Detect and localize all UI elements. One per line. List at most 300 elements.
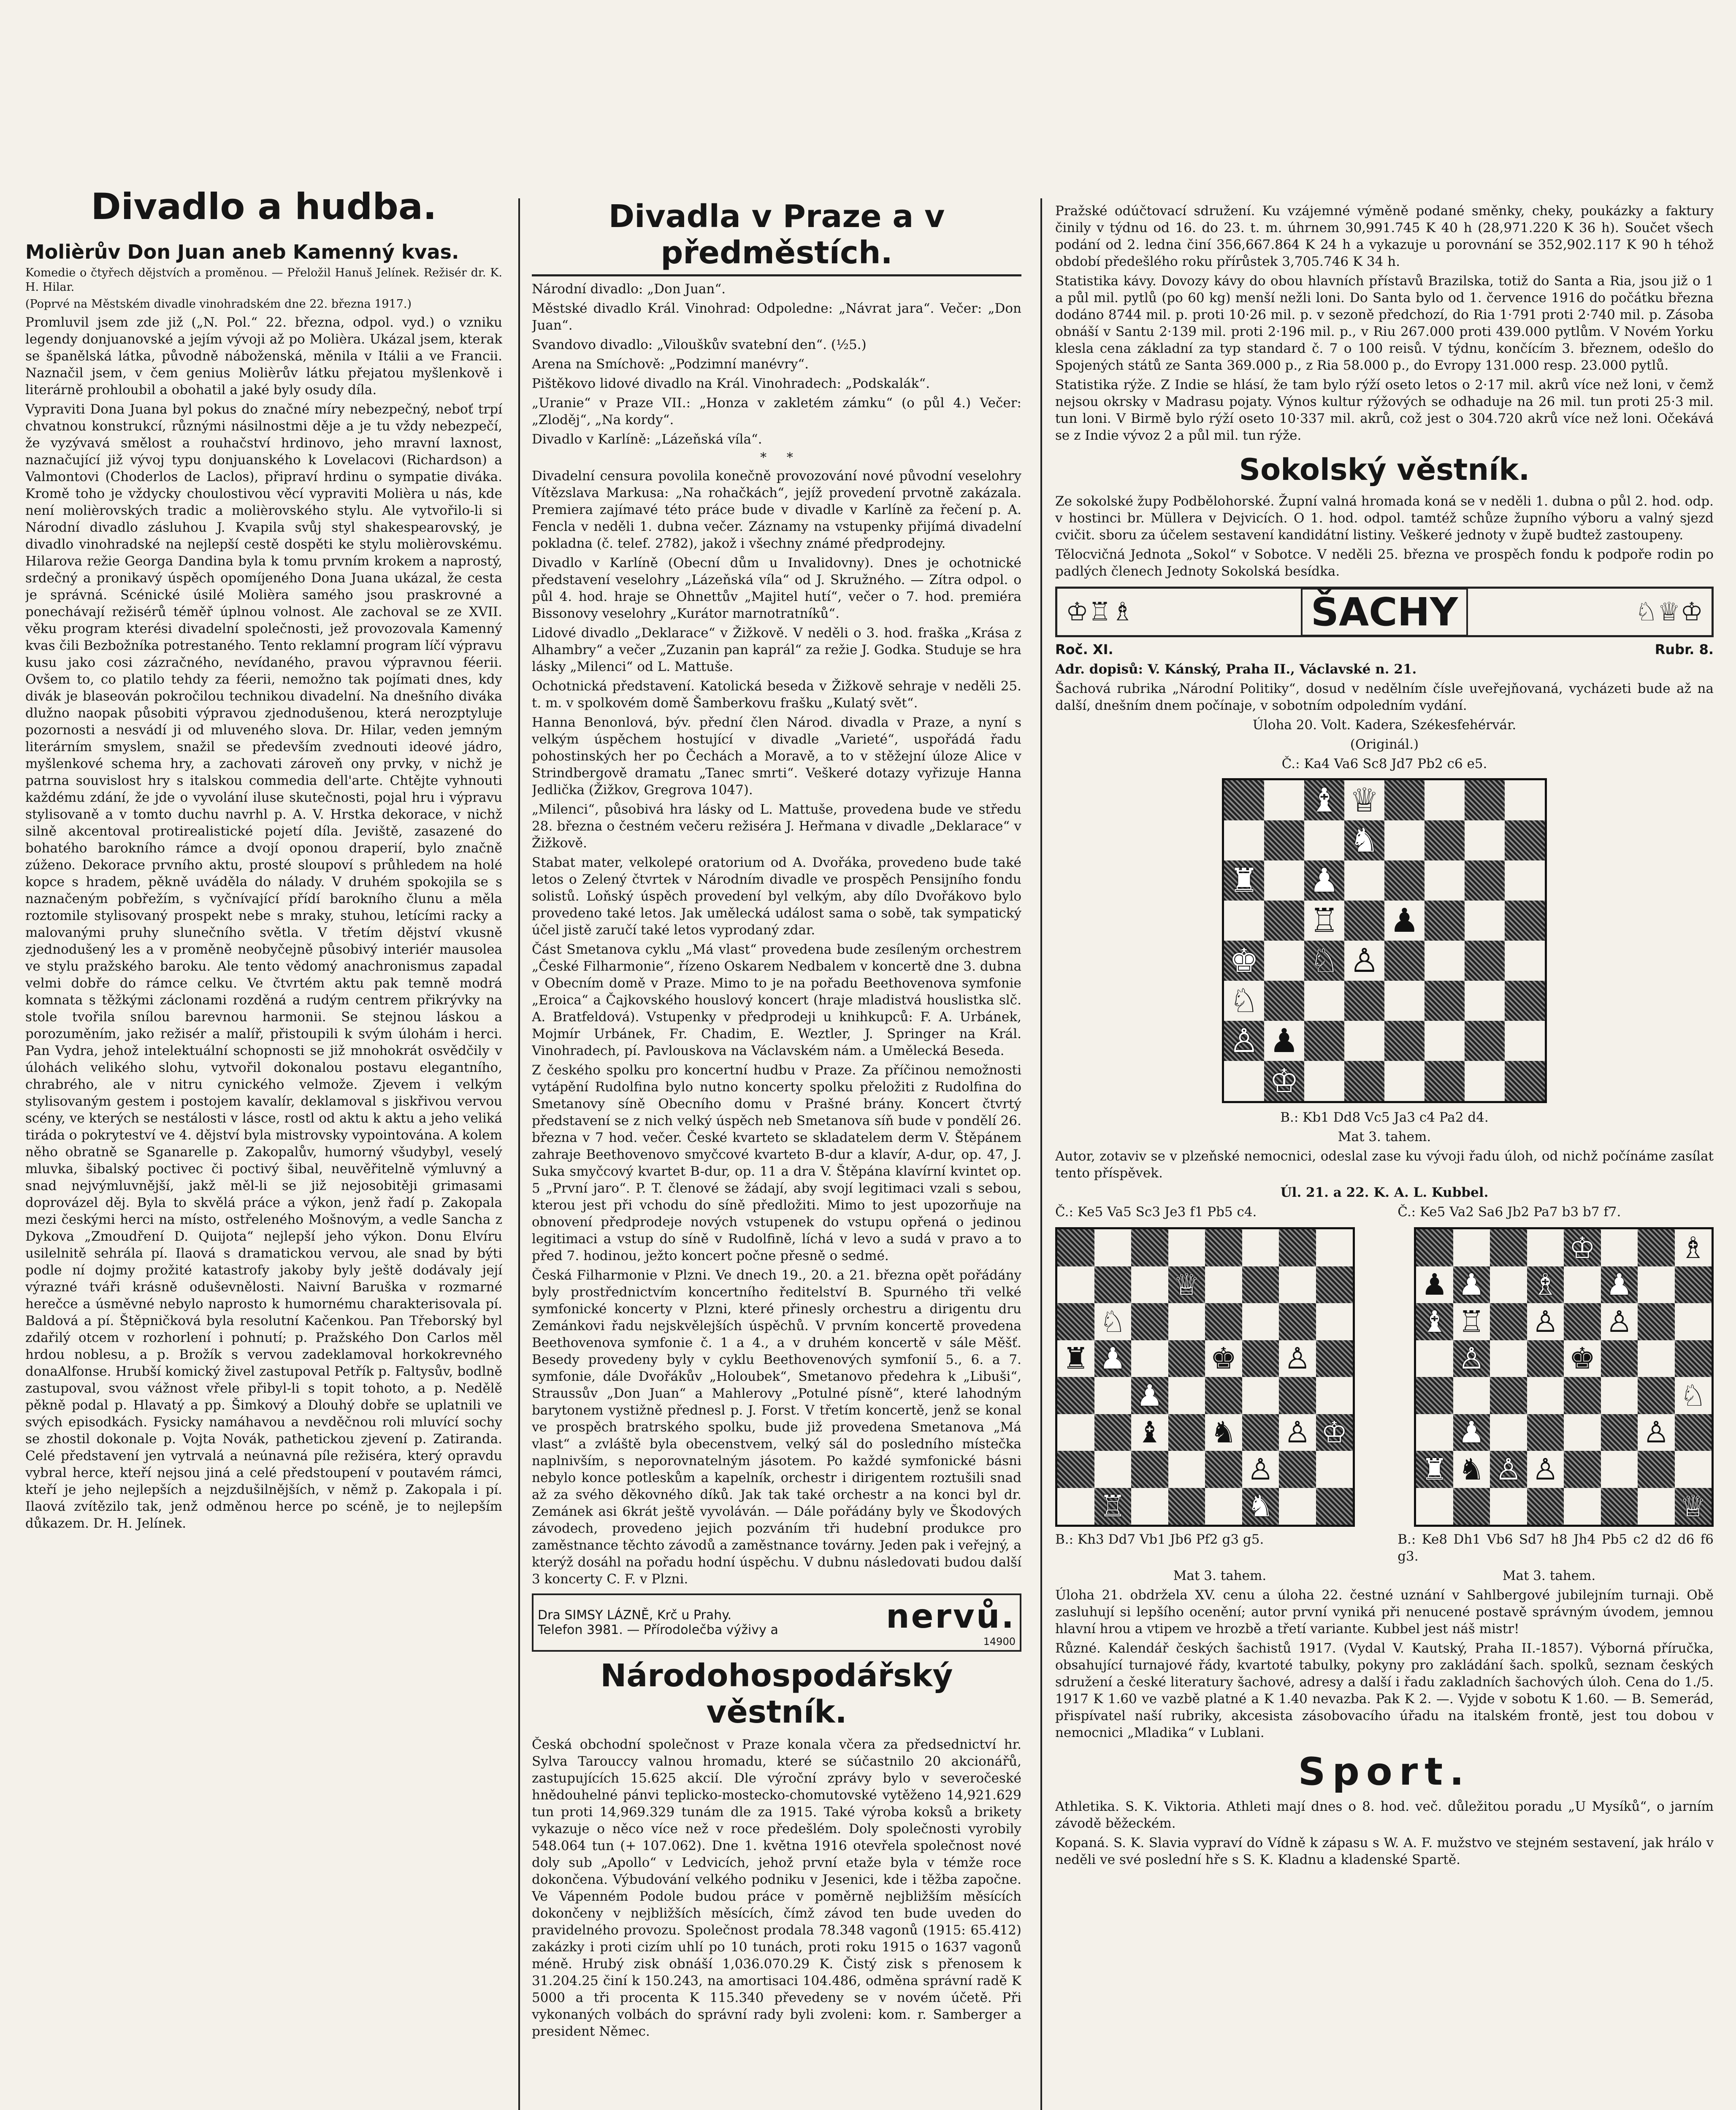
separator-stars: * *: [760, 450, 793, 465]
board-square: [1465, 941, 1505, 981]
board-square: [1675, 1414, 1712, 1451]
board-square: [1316, 1414, 1353, 1451]
board-square: [1264, 1061, 1304, 1101]
board-square: [1264, 981, 1304, 1021]
board-square: [1384, 1061, 1425, 1101]
board-square: [1416, 1303, 1453, 1340]
chess-piece-icon: ♜: [1229, 861, 1259, 900]
board-square: [1465, 780, 1505, 820]
board-square: [1505, 941, 1545, 981]
board-square: [1168, 1377, 1205, 1414]
board-square: [1242, 1266, 1279, 1304]
board-square: [1242, 1303, 1279, 1340]
ad-big-word: nervů.: [886, 1598, 1016, 1636]
paragraph: Část Smetanova cyklu „Má vlast“ provedena bude zesíleným orchestrem „České Filharmonie“, řízeno Oskarem Nedbalem v koncertě dne 3. dubna v Obecním domě v Praze. Mimo to je na pořadu Beethovenova symfonie „Eroica“ a Čajkovského houslový koncert (hraje mladistvá houslistka slč. A. Bratfeldová). Vstupenky v předprodeji u knihkupců: F. A. Urbánek, Mojmír Urbánek, Fr. Chadim, E. Weztler, J. Springer na Král. Vinohradech, pí. Pavlouskova na Václavském nám. a Umělecká Beseda.: [532, 942, 1021, 1058]
board-square: [1675, 1229, 1712, 1266]
board-square: [1527, 1414, 1564, 1451]
chess-piece-icon: ♜: [1062, 1341, 1089, 1376]
board-square: [1601, 1488, 1638, 1525]
board-square: [1242, 1340, 1279, 1377]
board-square: [1205, 1340, 1242, 1377]
board-square: [1505, 1021, 1545, 1061]
board-square: [1638, 1229, 1675, 1266]
board-square: [1094, 1377, 1132, 1414]
board-square: [1384, 820, 1425, 860]
problems-black-row: [1055, 1204, 1714, 1223]
column-economy-chess-sport: [1055, 203, 1714, 2110]
board-square: [1675, 1303, 1712, 1340]
paragraph: Promluvil jsem zde již („N. Pol.“ 22. března, odpol. vyd.) o vzniku legendy donjuanovské a jejím vývoji až po Molièra. Ukázal jsem, kterak se španělská látka, původně náboženská, měnila v Itálii a ve Francii. Naznačil jsem, v čem genius Molièrův látku přejatou myšlenkově i literárně prohloubil a obohatil a jaké byly osudy díla.: [25, 315, 502, 398]
paragraph: Česká Filharmonie v Plzni. Ve dnech 19., 20. a 21. března opět pořádány byly prostřednictvím koncertního ředitelství B. Spurného tři velké symfonické koncerty v Plzni, které přinesly orchestru a dirigentu dru Zemánkovi řadu nejskvělejších úspěchů. V prvním koncertě provedena Beethovenova symfonie č. 1 a 4., a v druhém koncertě v sále Měšť. Besedy provedeny byly v cyklu Beethovenových symfonií 5., 6. a 7. symfonie, dále Dvořákův „Holoubek“, Smetanovo předehra k „Libuši“, Straussův „Don Juan“ a Mahlerovy „Potulné písně“, které lahodným barytonem vystižně přednesl p. J. Forst. V třetím koncertě, jenž se konal ve prospěch bratrského spolku, bude již provedena Smetanova „Má vlast“ a zvláště byla obecenstvem, velký sál do posledního místečka naplnivším, s neporovnatelným jásotem. Po každé symfonické básni nebylo konce potleskům a kapelník, orchestr i dirigentem roztušili snad až za svého děkovného díků. Jak tak také orchestr a na konci byl dr. Zemánek asi 6krát ještě vyvoláván. — Dále pořádány byly ve Škodových závodech, provedeno jejich pozváním tři hudební produkce pro zaměstnance těchto závodů a zaměstnance továrny. Jeden pak i veřejný, a kterýž dosáhl na pořadu hodní úspěchu. V dubnu následovati budou další 3 koncerty C. F. v Plzni.: [532, 1268, 1021, 1587]
board-square: [1344, 941, 1384, 981]
board-square: [1264, 860, 1304, 901]
board-square: [1279, 1229, 1316, 1266]
column-rule: [1040, 198, 1042, 2110]
board-square: [1465, 901, 1505, 941]
board-square: [1505, 1061, 1545, 1101]
theatre-listing: Pištěkovo lidové divadlo na Král. Vinohradech: „Podskalák“.: [532, 376, 930, 391]
board-square: [1242, 1488, 1279, 1525]
board-square: [1316, 1266, 1353, 1304]
chess-piece-icon: ♔: [1321, 1415, 1348, 1450]
board-square: [1131, 1266, 1168, 1304]
chess-piece-icon: ♟: [1136, 1378, 1163, 1413]
board-square: [1675, 1340, 1712, 1377]
board-square: [1490, 1414, 1527, 1451]
board-square: [1601, 1340, 1638, 1377]
board-square: [1205, 1414, 1242, 1451]
chess-piece-icon: ♙: [1606, 1304, 1633, 1339]
chess-piece-icon: ♟: [1606, 1267, 1633, 1302]
problem-title: Úloha 20. Volt. Kadera, Székesfehérvár.: [1252, 717, 1517, 733]
theatre-listing: Svandovo divadlo: „Vilouškův svatební den“. (½5.): [532, 337, 867, 352]
board-square: [1224, 820, 1264, 860]
board-square: [1168, 1229, 1205, 1266]
paragraph: Divadelní censura povolila konečně provozování nové původní veselohry Vítězslava Markusa: „Na rohačkách“, jejíž provedení prvotně zakázala. Premiera zajímavé této práce bude v divadle v Karlíně za řečení p. A. Fencla v neděli 1. dubna večer. Záznamy na vstupenky přijímá divadelní pokladna (č. telef. 2782), jakož i všechny známé předprodejny.: [532, 468, 1021, 551]
two-boards: [1055, 1227, 1714, 1527]
board-square: [1505, 981, 1545, 1021]
board-square: [1638, 1488, 1675, 1525]
paragraph: Lidové divadlo „Deklarace“ v Žižkově. V neděli o 3. hod. fraška „Krása z Alhambry“ a večer „Zuzanin pan kaprál“ za režie J. Godka. Studuje se hra lásky „Milenci“ od L. Mattuše.: [532, 625, 1021, 674]
board-square: [1131, 1414, 1168, 1451]
board-square: [1304, 1021, 1344, 1061]
chess-piece-icon: ♗: [1532, 1267, 1559, 1302]
board-square: [1384, 901, 1425, 941]
board-square: [1094, 1488, 1132, 1525]
board-square: [1527, 1488, 1564, 1525]
board-square: [1416, 1266, 1453, 1304]
board-square: [1242, 1229, 1279, 1266]
board-square: [1304, 820, 1344, 860]
paragraph: Pražské odúčtovací sdružení. Ku vzájemné výměně podané směnky, cheky, poukázky a faktury činily v týdnu od 16. do 23. t. m. úhrnem 30,991.745 K 40 h (28,971.220 K 36 h). Součet všech podání od 2. ledna činí 356,667.864 K 24 h a vykazuje u porovnání se 352,902.117 K 90 h téhož období předešlého roku přírůstek 3,705.746 K 34 h.: [1055, 203, 1714, 269]
board-square: [1564, 1414, 1601, 1451]
board-square: [1316, 1303, 1353, 1340]
board-square: [1505, 780, 1545, 820]
board-square: [1344, 901, 1384, 941]
problem-black-pieces: Č.: Ke5 Va2 Sa6 Jb2 Pa7 b3 b7 f7.: [1397, 1204, 1621, 1220]
board-square: [1601, 1229, 1638, 1266]
board-square: [1453, 1303, 1490, 1340]
paragraph: Statistika rýže. Z Indie se hlásí, že tam bylo rýží oseto letos o 2·17 mil. akrů více než loni, v čemž nejsou okrsky v Madrasu pojaty. Výnos kultur rýžových se odhaduje na 26 mil. tun proti 25·3 mil. tun loni. V Birmě bylo rýží oseto 10·337 mil. akrů, což jest o 304.720 akrů více než loni. Očekává se z Indie vývoz 2 a půl mil. tun rýže.: [1055, 377, 1714, 443]
board-square: [1304, 981, 1344, 1021]
chess-piece-icon: ♚: [1210, 1341, 1237, 1376]
board-square: [1205, 1488, 1242, 1525]
board-square: [1527, 1451, 1564, 1488]
theatre-listing: Městské divadlo Král. Vinohrad: Odpoledne: „Návrat jara“. Večer: „Don Juan“.: [532, 301, 1021, 333]
chess-piece-icon: ♔: [1569, 1230, 1596, 1265]
board-square: [1264, 1021, 1304, 1061]
ad-code: 14900: [983, 1636, 1016, 1647]
board-square: [1316, 1377, 1353, 1414]
article-title: Molièrův Don Juan aneb Kamenný kvas.: [25, 241, 459, 263]
newspaper-page: [25, 17, 1718, 2110]
board-square: [1224, 860, 1264, 901]
board-square: [1564, 1377, 1601, 1414]
board-square: [1057, 1303, 1094, 1340]
board-square: [1490, 1340, 1527, 1377]
board-square: [1638, 1266, 1675, 1304]
board-square: [1527, 1377, 1564, 1414]
board-square: [1527, 1303, 1564, 1340]
board-square: [1264, 780, 1304, 820]
theatre-listing: Arena na Smíchově: „Podzimní manévry“.: [532, 357, 809, 372]
board-square: [1384, 941, 1425, 981]
theatre-listing: Divadlo v Karlíně: „Lázeňská víla“.: [532, 432, 762, 447]
problem-stipulation: Mat 3. tahem.: [1502, 1568, 1596, 1583]
paragraph: Česká obchodní společnost v Praze konala včera za předsednictví hr. Sylva Tarouccy valnou hromadu, které se súčastnilo 20 akcionářů, zastupujících 15.625 akcií. Dle výroční zprávy bylo v severočeské hnědouhelné pánvi teplicko-mostecko-chomutovské vytěženo 14,921.629 tun proti 14,969.329 tunám dle za 1915. Také výroba koksů a brikety vykazuje o něco více než v roce předešlém. Doly společnosti vyrobily 548.064 tun (+ 107.062). Dne 1. května 1916 otevřela společnost nové doly sub „Apollo“ v Ledvicích, jehož první etaže byla v témže roce dokončena. Výbudování velkého podniku v Jesenici, kde i těžba započne. Ve Vápenném Podole budou práce v poměrně nejbližším měsících dokončeny v nejbližších měsících, čímž závod ten bude uveden do pravidelného provozu. Společnost prodala 78.348 vagonů (1915: 65.412) zakázky i proti cizím uhlí po 10 tunách, proti roku 1915 o 1637 vagonů méně. Hrubý zisk obnáší 1,036.070.29 K. Čistý zisk s přenosem k 31.204.25 činí k 150.243, na amortisaci 104.486, odměna správní radě K 5000 a tři procenta K 115.340 převedeny se v novém účetě. Při vykonaných volbách do správní rady byli zvoleni: kom. r. Samberger a president Němec.: [532, 1737, 1021, 2039]
chess-piece-icon: ♖: [1309, 901, 1339, 940]
chess-board-problem-21: [1055, 1227, 1355, 1527]
board-square: [1279, 1266, 1316, 1304]
board-square: [1638, 1377, 1675, 1414]
board-square: [1425, 780, 1465, 820]
problem-title: Úl. 21. a 22. K. A. L. Kubbel.: [1280, 1185, 1489, 1200]
board-square: [1304, 901, 1344, 941]
board-square: [1675, 1451, 1712, 1488]
chess-piece-icon: ♖: [1099, 1489, 1126, 1524]
board-square: [1384, 981, 1425, 1021]
chess-piece-icon: ♙: [1532, 1304, 1559, 1339]
paragraph: Stabat mater, velkolepé oratorium od A. Dvořáka, provedeno bude také letos o Zelený čtvrtek v Národním divadle ve prospěch Pensijního fondu solistů. Loňský úspěch provedení byl velkým, aby dílo Dvořákovo bylo provedeno také letos. Jak umělecká událost sama o sobě, tak sympatický účel jistě zaručí také letos vyprodaný zdar.: [532, 855, 1021, 938]
board-square: [1057, 1451, 1094, 1488]
chess-piece-icon: ♘: [1679, 1378, 1706, 1413]
paragraph: Různé. Kalendář českých šachistů 1917. (Vydal V. Kautský, Praha II.-1857). Výborná příručka, obsahující turnajové řády, kvartoté tabulky, pokyny pro zakládání šach. spolků, seznam českých sdružení a české literatury šachové, adresy a další i řadu zakladních šachových úloh. Cena do 1./5. 1917 K 1.60 ve vazbě platné a K 1.40 nevazba. Pak K 2. —. Vyjde v sobotu K 1.60. — B. Semerád, přispívatel naší rubriky, akcesista zásobovacího úřadu na italském frontě, jest tou dobou v nemocnici „Mladika“ v Lublani.: [1055, 1641, 1714, 1740]
chess-piece-icon: ♙: [1247, 1452, 1274, 1487]
problem-white-pieces: B.: Ke8 Dh1 Vb6 Sd7 h8 Jh4 Pb5 c2 d2 d6 f6 g3.: [1397, 1532, 1714, 1564]
board-square: [1490, 1451, 1527, 1488]
board-square: [1416, 1377, 1453, 1414]
chess-piece-icon: ♞: [1210, 1415, 1237, 1450]
section-heading: Sokolský věstník.: [1239, 452, 1530, 487]
board-square: [1675, 1488, 1712, 1525]
board-square: [1453, 1266, 1490, 1304]
article-subtitle: Komedie o čtyřech dějstvích a proměnou. — Přeložil Hanuš Jelínek. Režisér dr. K. H. Hilar.: [25, 266, 502, 294]
column-theatres-prague: [532, 198, 1021, 2110]
board-square: [1384, 860, 1425, 901]
board-square: [1168, 1414, 1205, 1451]
board-square: [1242, 1451, 1279, 1488]
paragraph: Z českého spolku pro koncertní hudbu v Praze. Za příčinou nemožnosti vytápění Rudolfina bylo nutno koncerty spolku přeložiti z Rudolfina do Smetanovy síně Obecního domu v Prašné brány. Koncert čtvrtý představení se z nich velký úspěch neb Smetanova síň bude v pondělí 26. března v 7 hod. večer. České kvarteto se skladatelem derm V. Štěpánem zahraje Beethovenovo smyčcové kvarteto B-dur a klavír, A-dur, op. 47, J. Suka smyčcový kvartet B-dur, op. 11 a dra V. Štěpána klavírní kvintet op. 5 „První jaro“. P. T. členové se žádají, aby svojí legitimaci vzali s sebou, kterou jest při vchodu do síně předložiti. Mimo to jest upozorňuje na obnovení předprodeje nových vstupenek do vstupu opřená o jedinou legitimaci a vstup do síně v Rudolfině, líchá v levo a sudá v pravo a to před 7. hodinou, ježto koncert počne přesně o sedmé.: [532, 1063, 1021, 1263]
board-square: [1601, 1266, 1638, 1304]
board-square: [1057, 1377, 1094, 1414]
chess-piece-icon: ♟: [1269, 1022, 1299, 1060]
board-square: [1279, 1451, 1316, 1488]
board-square: [1675, 1266, 1712, 1304]
board-square: [1168, 1451, 1205, 1488]
board-square: [1601, 1451, 1638, 1488]
board-square: [1205, 1303, 1242, 1340]
problem-black-pieces: Č.: Ka4 Va6 Sc8 Jd7 Pb2 c6 e5.: [1281, 756, 1487, 771]
board-square: [1490, 1377, 1527, 1414]
board-square: [1242, 1377, 1279, 1414]
chess-piece-icon: ♚: [1229, 941, 1259, 980]
board-square: [1453, 1488, 1490, 1525]
board-square: [1505, 901, 1545, 941]
problem-subtitle: (Originál.): [1350, 737, 1419, 752]
chess-piece-icon: ♕: [1679, 1489, 1706, 1524]
board-square: [1131, 1229, 1168, 1266]
chess-piece-icon: ♗: [1679, 1230, 1706, 1265]
chess-piece-icon: ♙: [1643, 1415, 1670, 1450]
board-square: [1344, 860, 1384, 901]
board-square: [1168, 1488, 1205, 1525]
chess-piece-icon: ♙: [1349, 941, 1379, 980]
board-square: [1094, 1451, 1132, 1488]
board-square: [1416, 1451, 1453, 1488]
board-square: [1279, 1414, 1316, 1451]
board-square: [1168, 1266, 1205, 1304]
board-square: [1304, 941, 1344, 981]
board-square: [1131, 1488, 1168, 1525]
board-square: [1131, 1451, 1168, 1488]
board-square: [1453, 1377, 1490, 1414]
board-square: [1205, 1377, 1242, 1414]
column-rule: [518, 198, 520, 2110]
problem-black-pieces: Č.: Ke5 Va5 Sc3 Je3 f1 Pb5 c4.: [1055, 1204, 1257, 1220]
paragraph: Divadlo v Karlíně (Obecní dům u Invalidovny). Dnes je ochotnické představení veselohry „Lázeňská víla“ od J. Skružného. — Zítra odpol. o půl 4. hod. hraje se Ohnettův „Majitel hutí“, večer o 7. hod. premiéra Bissonovy veselohry „Kurátor marnotratníků“.: [532, 555, 1021, 621]
paragraph: Úloha 21. obdržela XV. cenu a úloha 22. čestné uznání v Sahlbergové jubilejním turnaji. Obě zasluhují si lepšího ocenění; autor první vyniká při nenucené postavě správným úvodem, jemnou hlavní hrou a vtipem ve hrozbě a třetí variante. Kubbel jest náš mistr!: [1055, 1588, 1714, 1637]
board-square: [1094, 1266, 1132, 1304]
section-heading: Sport.: [1298, 1750, 1471, 1794]
board-square: [1224, 1021, 1264, 1061]
paragraph: Ze sokolské župy Podbělohorské. Župní valná hromada koná se v neděli 1. dubna o půl 2. hod. odp. v hostinci br. Müllera v Dejvicích. O 1. hod. odpol. tamtéž schůze župního výboru a valný sjezd cvičit. sboru za účelem sestavení kandidátní listiny. Veškeré jednoty v župě budtež zastoupeny.: [1055, 494, 1714, 543]
board-square: [1131, 1340, 1168, 1377]
board-square: [1224, 981, 1264, 1021]
paragraph: Ochotnická představení. Katolická beseda v Žižkově sehraje v neděli 25. t. m. v spolkovém domě Šamberkovu frašku „Kulatý svět“.: [532, 679, 1021, 711]
board-square: [1224, 1061, 1264, 1101]
board-square: [1564, 1488, 1601, 1525]
chess-intro: Šachová rubrika „Národní Politiky“, dosud v nedělním čísle uveřejňovaná, vycházeti bude až na další, dnešním dnem počínaje, v sobotním odpoledním vydání.: [1055, 681, 1714, 713]
chess-piece-icon: ♕: [1349, 781, 1379, 820]
board-square: [1279, 1377, 1316, 1414]
board-square: [1527, 1266, 1564, 1304]
chess-volume-row: [1055, 641, 1714, 657]
problem-note: Autor, zotaviv se v plzeňské nemocnici, odeslal zase ku vývoji řadu úloh, od nichž počínáme zasílat tento příspěvek.: [1055, 1149, 1714, 1181]
chess-piece-icon: ♙: [1458, 1341, 1485, 1376]
advertisement-spa: [532, 1593, 1021, 1652]
board-square: [1057, 1414, 1094, 1451]
board-square: [1279, 1303, 1316, 1340]
problem-stipulation: Mat 3. tahem.: [1173, 1568, 1267, 1583]
chess-piece-icon: ♝: [1309, 781, 1339, 820]
board-square: [1131, 1377, 1168, 1414]
chess-pieces-icon: ♘♕♔: [1635, 597, 1703, 627]
board-square: [1264, 820, 1304, 860]
board-square: [1057, 1488, 1094, 1525]
chess-piece-icon: ♟: [1421, 1267, 1448, 1302]
board-square: [1490, 1488, 1527, 1525]
theatre-listing: „Uranie“ v Praze VII.: „Honza v zakletém zámku“ (o půl 4.) Večer: „Zloděj“, „Na kordy“.: [532, 395, 1021, 427]
board-square: [1638, 1451, 1675, 1488]
board-square: [1505, 820, 1545, 860]
board-square: [1384, 780, 1425, 820]
board-square: [1304, 1061, 1344, 1101]
board-square: [1425, 1021, 1465, 1061]
chess-piece-icon: ♞: [1349, 821, 1379, 860]
board-square: [1490, 1229, 1527, 1266]
board-square: [1416, 1488, 1453, 1525]
chess-piece-icon: ♘: [1309, 941, 1339, 980]
chess-banner: [1055, 587, 1714, 637]
chess-piece-icon: ♙: [1532, 1452, 1559, 1487]
board-square: [1465, 860, 1505, 901]
board-square: [1453, 1229, 1490, 1266]
board-square: [1564, 1266, 1601, 1304]
chess-piece-icon: ♟: [1099, 1341, 1126, 1376]
chess-piece-icon: ♘: [1099, 1304, 1126, 1339]
board-square: [1425, 820, 1465, 860]
chess-piece-icon: ♝: [1136, 1415, 1163, 1450]
paragraph: Statistika kávy. Dovozy kávy do obou hlavních přístavů Brazilska, totiž do Santa a Ria, jsou již o 1 a půl mil. pytlů (po 60 kg) menší nežli loni. Do Santa bylo od 1. července 1916 do počátku března dodáno 8744 mil. p. proti 10·26 mil. p. v sezoně předchozí, do Ria 1·791 proti 2·740 mil. p. Zásoba obnáší v Santu 2·139 mil. proti 2·196 mil. p., v Riu 267.000 proti 439.000 pytlům. V Novém Yorku klesla cena základní za typ standard č. 7 o 100 reisů. V týdnu, končícím 3. březnem, odešlo do Spojených států ze Santa 369.000 p., z Ria 58.000 p., do Evropy 131.000 resp. 23.000 pytlů.: [1055, 273, 1714, 373]
board-square: [1527, 1340, 1564, 1377]
board-square: [1425, 1061, 1465, 1101]
chess-board-problem-22: [1414, 1227, 1714, 1527]
board-square: [1057, 1229, 1094, 1266]
board-square: [1205, 1451, 1242, 1488]
board-square: [1675, 1377, 1712, 1414]
board-square: [1601, 1414, 1638, 1451]
chess-piece-icon: ♟: [1458, 1267, 1485, 1302]
board-square: [1425, 941, 1465, 981]
chess-piece-icon: ♘: [1229, 982, 1259, 1020]
board-square: [1094, 1303, 1132, 1340]
chess-piece-icon: ♙: [1229, 1022, 1259, 1060]
board-square: [1425, 860, 1465, 901]
chess-year: Roč. XI.: [1055, 641, 1113, 657]
chess-piece-icon: ♚: [1569, 1341, 1596, 1376]
board-square: [1057, 1266, 1094, 1304]
chess-piece-icon: ♔: [1269, 1062, 1299, 1100]
board-square: [1344, 780, 1384, 820]
paragraph: Vypraviti Dona Juana byl pokus do značné míry nebezpečný, neboť trpí chvatnou konstrukcí, různými násilnostmi děje a je tu vždy nebezpečí, že vyzývavá smělost a rouhačství hrdinovo, jeho mravní laxnost, naznačující již vývoj typu donjuanského k Lovelacovi (Richardson) a Valmontovi (Choderlos de Laclos), připraví hrdinu o sympatie diváka. Kromě toho je vždycky choulostivou věcí vypraviti Molièra u nás, kde není molièrovských tradic a molièrovského stylu. Ale vytvořilo-li si Národní divadlo zásluhou J. Kvapila svůj styl shakespearovský, je divadlo vinohradské na nejlepší cestě dospěti ke stylu molièrovskému. Hilarova režie Georga Dandina byla k tomu prvním krokem a naprostý, srdečný a pronikavý úspěch opomíjeného Dona Juana ukázal, že cesta je správná. Scénické úsilé Molièra samého jsou praskrovné a ponechávají režisérů téměř úplnou volnost. Ale zachoval se ze XVII. věku program kterési divadelní společnosti, jež provozovala Kamenný kvas čili Bezbožníka potrestaného. Tento reklamní program líčí výpravu kusu jako cosi zázračného, nevídaného, pravou výpravnou féerii. Ovšem to, co platilo tehdy za féerii, nemožno tak pojímati dnes, kdy divák je blaseován pokročilou technikou divadelní. Na dnešního diváka dlužno naopak působiti výpravou zjednodušenou, která nerozptyluje pozornosti a nesvádí ji od mluveného slova. Dr. Hilar, veden jemným literárním smyslem, snažil se především zvednouti ideové jádro, myšlenkové schema hry, a zachovati zároveň ony prvky, v nichž je patrna souvislost hry s italskou commedia dell'arte. Chtějte vyhnouti každému zdání, že jde o vyvolání iluse skutečnosti, pojal hru i výpravu stylisovaně a v tomto duchu navrhl p. A. V. Hrstka dekorace, v nichž silně akcentoval protirealistické pojetí díla. Jeviště, zasazené do bohatého barokního rámce a dvojí oponou draperií, bylo značně zúženo. Dekorace prvního aktu, prosté sloupoví s průhledem na holé kopce s hradem, pěkně uváděla do nálady. V druhém spokojila se s naznačeným pobřežím, s vyčnívající přídí barokního člunu a měla roztomile stylisovaný prospekt nebe s mraky, stuhou, letícími racky a malovanými pruhy slunečního světla. V třetím dějství vkusně zjednodušený les a v proměně neobyčejně působivý interiér mausolea ve stylu pražského baroku. Ale tento vědomý anachronismus zapadal velmi dobře do rámce celku. Ve čtvrtém aktu pak temně modrá komnata s těžkými záclonami rozděná a rudým centrem přikrývky na stole tvořila snílou barevnou harmonii. Se stejnou láskou a porozuměním, jako režisér a malíř, přistoupili k svým úlohám i herci. Pan Vydra, jehož intelektuální schopnosti se již mnohokrát osvědčily v úlohách velikého slohu, vytvořil dokonalou postavu elegantního, chrabrého, ale v nitru cynického velmože. Zjevem i velkým stylisovaným gestem i postojem kavalír, deklamoval s jiskřivou vervou scény, ve kterých se nestálosti v lásce, rostl od aktu k aktu a jeho veliká tiráda o pokryteství ve 4. dějství byla mistrovsky vypointována. A kolem něho obratně se Sganarelle p. Zakopalův, humorný všudybyl, veselý mluvka, šibalský poctivec či poctivý šibal, neuvěřitelně výmluvný a snad nejvýmluvnější, jakž měl-li se již nejosobitěji grimasami doprovázel děj. Byla to skvělá práce a výkon, jenž řadí p. Zakopala mezi českými herci na místo, ostřeleného Mošnovým, a vedle Sancha z Dykova „Zmoudření D. Quijota“ nejlepší jeho výkon. Donu Elvíru usilelnitě sehrála pí. Ilaová s dramatickou vervou, ale snad by býti podle ní dojmy prožité katastrofy jakoby byly ještě dodávaly její výrazné tváři krásně oduševnělosti. Naivní Baruška v rozmarné herečce a úsměvné nebylo naprosto k humornému charakterisovala pí. Baldová a pí. Štěpničková byla resolutní Kačenkou. Pan Třeborský byl zdařilý otcem v rozhorlení i pohnutí; p. Pražského Don Carlos měl hrdou noblesu, a p. Brožík s vervou zadeklamoval horkokrevného donaAlfonse. Hrubší komický živel zastupoval Petřík p. Faltysův, bodlně zastupoval, svou vážnost vřele přibyl-li s topit tohoto, a p. Nedělě pěkně podal p. Hlavatý a pp. Šimkový a Dlouhý dobře se uplatnili ve svých episodkách. Fysicky namáhavou a nevděčnou roli mluvící sochy se zhostil dokonale p. Vojta Novák, pathetickou zjevení p. Zatiranda. Celé představení jen vytrvalá a neúnavná píle režiséra, který opravdu vybral herce, kteří nejsou jiná a celé předstoupení v poutavém rámci, kteří je jeho nejlepších a nejzdušilnějších, v němž p. Zakopala i pí. Ilaová zvítězilo tak, jenž odměnou herce po scéně, je to nejlepším důkazem. Dr. H. Jelínek.: [25, 402, 502, 1531]
paragraph: „Milenci“, působivá hra lásky od L. Mattuše, provedena bude ve středu 28. března o čestném večeru režiséra J. Heřmana v divadle „Deklarace“ v Žižkově.: [532, 802, 1021, 851]
column-theatre-review: [25, 186, 502, 2110]
board-square: [1094, 1229, 1132, 1266]
chess-piece-icon: ♙: [1495, 1452, 1522, 1487]
board-square: [1564, 1451, 1601, 1488]
board-square: [1316, 1488, 1353, 1525]
board-square: [1279, 1488, 1316, 1525]
paragraph: Athletika. S. K. Viktoria. Athleti mají dnes o 8. hod. več. důležitou poradu „U Mysíků“, o jarním závodě běžeckém.: [1055, 1799, 1714, 1831]
board-square: [1131, 1303, 1168, 1340]
theatre-listing: Národní divadlo: „Don Juan“.: [532, 281, 726, 297]
section-heading: Divadlo a hudba.: [91, 186, 437, 228]
problems-white-row: [1055, 1531, 1714, 1567]
board-square: [1224, 901, 1264, 941]
board-square: [1168, 1303, 1205, 1340]
problem-white-pieces: B.: Kh3 Dd7 Vb1 Jb6 Pf2 g3 g5.: [1055, 1532, 1264, 1547]
chess-piece-icon: ♖: [1458, 1304, 1485, 1339]
board-square: [1638, 1340, 1675, 1377]
board-square: [1453, 1340, 1490, 1377]
board-square: [1304, 780, 1344, 820]
board-square: [1527, 1229, 1564, 1266]
section-heading: Divadla v Praze a v předměstích.: [532, 198, 1021, 276]
chess-piece-icon: ♕: [1173, 1267, 1200, 1302]
board-square: [1416, 1229, 1453, 1266]
board-square: [1168, 1340, 1205, 1377]
board-square: [1453, 1451, 1490, 1488]
board-square: [1425, 981, 1465, 1021]
section-heading: Národohospodářský věstník.: [600, 1658, 953, 1730]
board-square: [1264, 901, 1304, 941]
board-square: [1601, 1303, 1638, 1340]
board-square: [1205, 1266, 1242, 1304]
board-square: [1316, 1451, 1353, 1488]
board-square: [1490, 1266, 1527, 1304]
paragraph: Kopaná. S. K. Slavia vypraví do Vídně k zápasu s W. A. F. mužstvo ve stejném sestavení, jak hrálo v neděli ve své poslední hře s S. K. Kladnu a kladenské Spartě.: [1055, 1835, 1714, 1867]
board-square: [1344, 981, 1384, 1021]
board-square: [1490, 1303, 1527, 1340]
chess-piece-icon: ♟: [1389, 901, 1419, 940]
board-square: [1601, 1377, 1638, 1414]
board-square: [1505, 860, 1545, 901]
board-square: [1094, 1414, 1132, 1451]
chess-piece-icon: ♙: [1284, 1341, 1311, 1376]
ad-line: Telefon 3981. — Přírodolečba výživy a: [538, 1623, 778, 1637]
board-square: [1316, 1340, 1353, 1377]
premiere-note: (Poprvé na Městském divadle vinohradském dne 22. března 1917.): [25, 298, 412, 311]
board-square: [1316, 1229, 1353, 1266]
board-square: [1279, 1340, 1316, 1377]
board-square: [1344, 820, 1384, 860]
board-square: [1465, 1021, 1505, 1061]
board-square: [1344, 1061, 1384, 1101]
chess-piece-icon: ♟: [1458, 1415, 1485, 1450]
chess-board-problem-20: [1222, 778, 1547, 1103]
chess-piece-icon: ♞: [1458, 1452, 1485, 1487]
chess-title: ŠACHY: [1301, 588, 1468, 636]
board-square: [1465, 981, 1505, 1021]
ad-line: Dra SIMSY LÁZNĚ, Krč u Prahy.: [538, 1608, 732, 1623]
board-square: [1205, 1229, 1242, 1266]
chess-rubric: Rubr. 8.: [1655, 641, 1714, 657]
board-square: [1465, 1061, 1505, 1101]
board-square: [1242, 1414, 1279, 1451]
board-square: [1453, 1414, 1490, 1451]
chess-piece-icon: ♙: [1284, 1415, 1311, 1450]
board-square: [1564, 1340, 1601, 1377]
board-square: [1224, 941, 1264, 981]
board-square: [1638, 1414, 1675, 1451]
board-square: [1564, 1303, 1601, 1340]
board-square: [1416, 1414, 1453, 1451]
board-square: [1304, 860, 1344, 901]
board-square: [1564, 1229, 1601, 1266]
chess-piece-icon: ♝: [1421, 1304, 1448, 1339]
chess-piece-icon: ♞: [1247, 1489, 1274, 1524]
paragraph: Hanna Benonlová, býv. přední člen Národ. divadla v Praze, a nyní s velkým úspěchem hostující v divadle „Varieté“, uspořádá řadu pohostinských her po Čechách a Moravě, a to v stěžejní úloze Alice v Strindbergově dramatu „Tanec smrti“. Veškeré dotazy vyřizuje Hanna Jedlička (Žižkov, Gregrova 1047).: [532, 715, 1021, 798]
